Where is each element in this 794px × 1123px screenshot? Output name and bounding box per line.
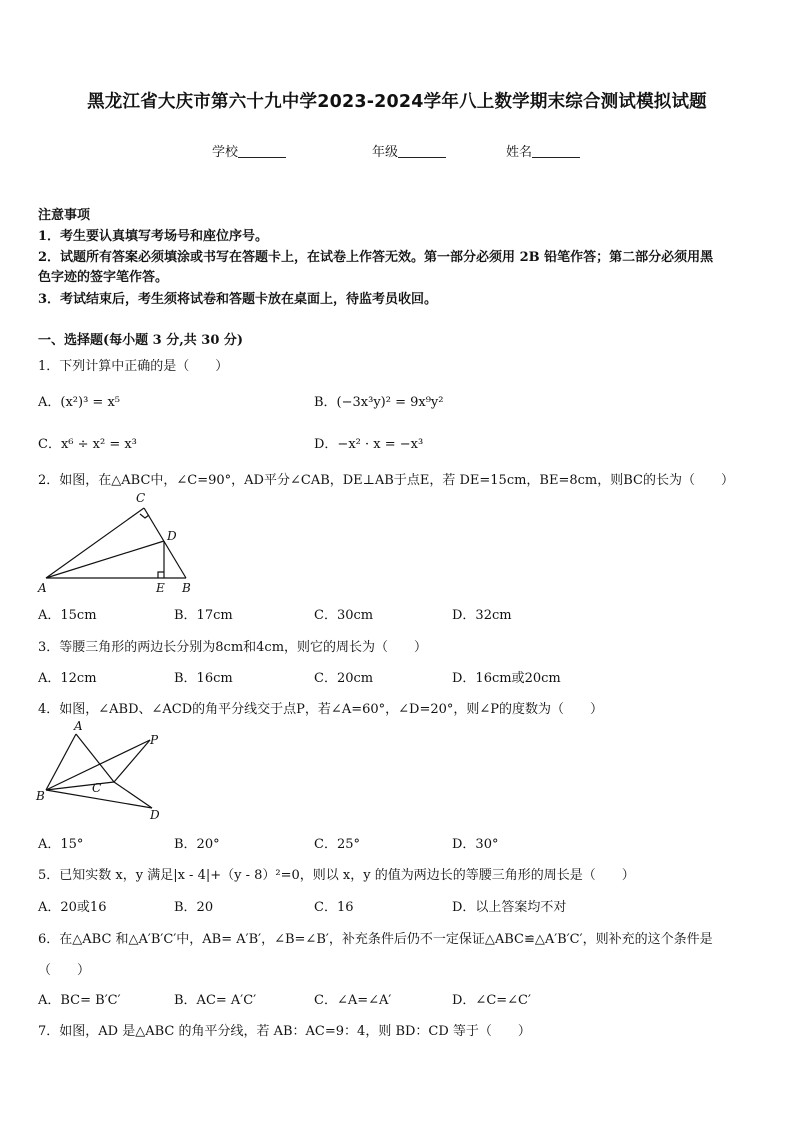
q5-stem: 5．已知实数 x，y 满足|x - 4|+（y - 8）²=0，则以 x，y 的值为两边长的等腰三角形的周长是（ ） (38, 868, 635, 883)
q2-option-a[interactable]: A．15cm (38, 608, 97, 623)
notice-item-2a: 2．试题所有答案必须填涂或书写在答题卡上，在试卷上作答无效。第一部分必须用 2B 铅笔作答；第二部分必须用黑 (38, 250, 714, 265)
q5-option-a[interactable]: A．20或16 (38, 900, 107, 915)
section-heading: 一、选择题(每小题 3 分,共 30 分) (38, 333, 244, 348)
q2-stem: 2．如图，在△ABC中，∠C=90°，AD平分∠CAB，DE⊥AB于点E，若 DE=15cm，BE=8cm，则BC的长为（ ） (38, 473, 734, 488)
q3-option-d[interactable]: D．16cm或20cm (452, 671, 561, 686)
q6-option-c[interactable]: C．∠A=∠A′ (314, 993, 392, 1008)
grade-label: 年级 (372, 145, 399, 160)
name-label: 姓名 (506, 145, 533, 160)
q5-option-b[interactable]: B．20 (174, 900, 214, 915)
q2-label-e: E (156, 581, 165, 595)
grade-field[interactable] (372, 141, 446, 160)
q2-option-d[interactable]: D．32cm (452, 608, 512, 623)
name-blank[interactable] (532, 144, 580, 158)
q4-option-d[interactable]: D．30° (452, 837, 499, 852)
q2-right-angle-e (158, 572, 164, 578)
q2-segment-cb (144, 508, 186, 578)
q7-stem: 7．如图，AD 是△ABC 的角平分线，若 AB：AC=9：4，则 BD：CD 等于（ ） (38, 1024, 531, 1039)
grade-blank[interactable] (398, 144, 446, 158)
q2-label-d: D (167, 529, 177, 543)
q6-option-b[interactable]: B．AC= A′C′ (174, 993, 257, 1008)
q3-option-a[interactable]: A．12cm (38, 671, 97, 686)
q4-stem: 4．如图，∠ABD、∠ACD的角平分线交于点P，若∠A=60°，∠D=20°，则∠P的度数为（ ） (38, 702, 604, 717)
page-title: 黑龙江省大庆市第六十九中学2023-2024学年八上数学期末综合测试模拟试题 (87, 92, 707, 112)
q6-option-a[interactable]: A．BC= B′C′ (38, 993, 121, 1008)
q2-segment-ac (46, 508, 144, 578)
school-label: 学校 (212, 145, 239, 160)
q2-label-b: B (182, 581, 191, 595)
q4-option-a[interactable]: A．15° (38, 837, 84, 852)
notice-item-1: 1．考生要认真填写考场号和座位序号。 (38, 229, 269, 244)
q4-label-a: A (74, 719, 83, 733)
q4-option-c[interactable]: C．25° (314, 837, 360, 852)
q4-label-d: D (150, 808, 160, 822)
q4-label-p: P (150, 733, 159, 747)
q3-option-c[interactable]: C．20cm (314, 671, 374, 686)
school-field[interactable] (212, 141, 286, 160)
q4-segment-cp (114, 740, 150, 782)
notice-heading: 注意事项 (38, 208, 91, 223)
name-field[interactable] (506, 141, 580, 160)
q4-option-b[interactable]: B．20° (174, 837, 220, 852)
q4-segment-cd (114, 782, 152, 808)
q2-option-b[interactable]: B．17cm (174, 608, 233, 623)
q4-figure (34, 718, 174, 826)
notice-item-2b: 色字迹的签字笔作答。 (38, 270, 169, 285)
q1-option-d[interactable]: D．−x² · x = −x³ (314, 437, 424, 452)
q1-option-b[interactable]: B．(−3x³y)² = 9x⁹y² (314, 395, 444, 410)
q4-segment-ab (46, 734, 76, 790)
q2-label-c: C (136, 491, 146, 505)
q3-stem: 3．等腰三角形的两边长分别为8cm和4cm，则它的周长为（ ） (38, 640, 428, 655)
q2-triangle-figure (36, 488, 196, 600)
notice-item-3: 3．考试结束后，考生须将试卷和答题卡放在桌面上，待监考员收回。 (38, 292, 438, 307)
q6-option-d[interactable]: D．∠C=∠C′ (452, 993, 531, 1008)
q4-label-b: B (36, 789, 45, 803)
q5-option-c[interactable]: C．16 (314, 900, 354, 915)
q5-option-d[interactable]: D．以上答案均不对 (452, 900, 567, 915)
school-blank[interactable] (238, 144, 286, 158)
q1-option-a[interactable]: A．(x²)³ = x⁵ (38, 395, 120, 410)
q4-segment-bc (46, 782, 114, 790)
q6-stem: 6．在△ABC 和△A′B′C′中，AB= A′B′，∠B=∠B′，补充条件后仍不一定保证△ABC≌△A′B′C′，则补充的这个条件是 (38, 932, 713, 947)
q2-option-c[interactable]: C．30cm (314, 608, 374, 623)
q2-label-a: A (38, 581, 47, 595)
q4-segment-ac (76, 734, 114, 782)
q1-stem: 1．下列计算中正确的是（ ） (38, 359, 229, 374)
q1-option-c[interactable]: C．x⁶ ÷ x² = x³ (38, 437, 137, 452)
q2-segment-ad (46, 541, 164, 578)
q3-option-b[interactable]: B．16cm (174, 671, 233, 686)
q4-label-c: C (92, 781, 102, 795)
q6-stem-continued: （ ） (38, 963, 91, 978)
